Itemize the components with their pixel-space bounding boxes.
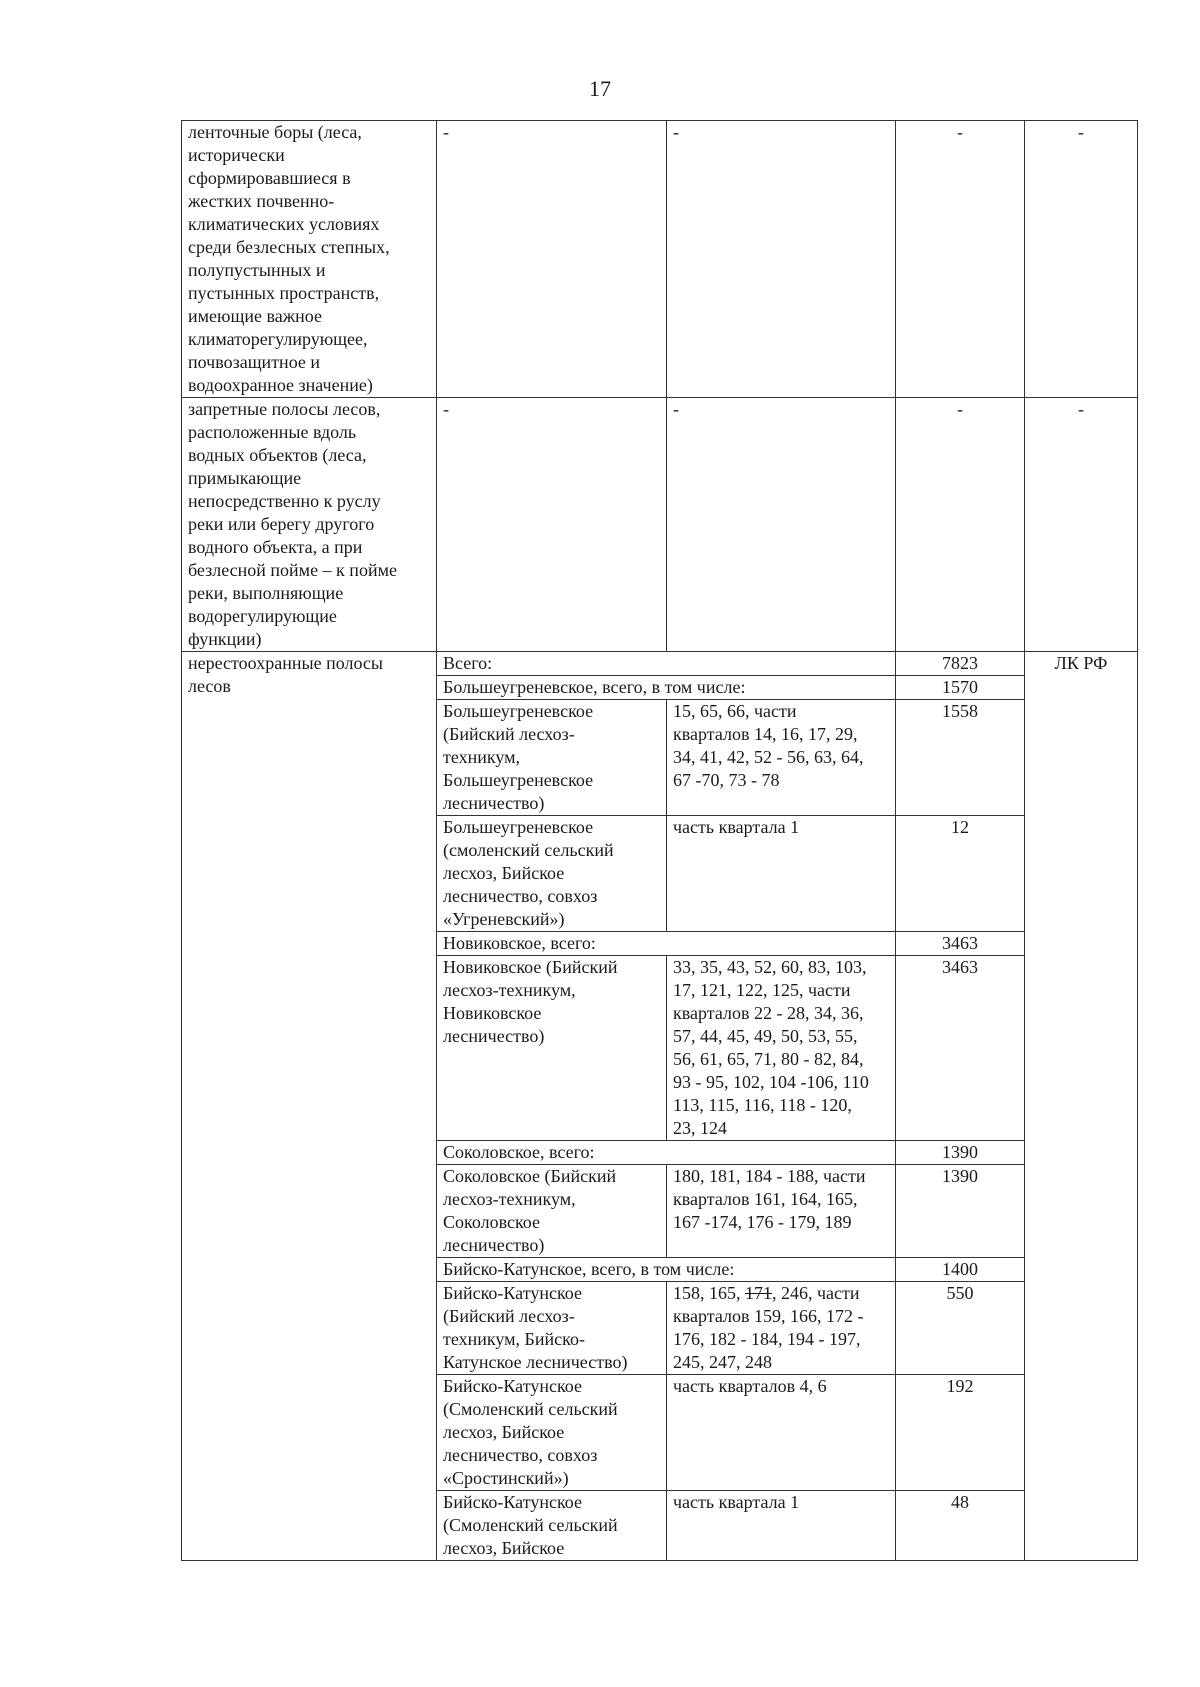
text-line: Новиковское <box>443 1003 542 1023</box>
forestry-name <box>437 1165 667 1258</box>
text-line: 33, 35, 43, 52, 60, 83, 103, <box>673 957 867 977</box>
text-line: Бийско-Катунское <box>443 1376 582 1396</box>
text-line: 15, 65, 66, части <box>673 701 797 721</box>
total-label: Всего: <box>437 652 896 676</box>
text-line: климаторегулирующее, <box>188 329 368 349</box>
text-line: лесхоз, Бийское <box>443 1422 565 1442</box>
cell-dash: - <box>437 398 667 652</box>
text-line: 93 - 95, 102, 104 -106, 110 <box>673 1072 869 1092</box>
cell-dash: - <box>437 121 667 398</box>
quarters-list <box>667 816 896 932</box>
text-line: исторически <box>188 145 285 165</box>
text-line: реки, выполняющие <box>188 583 344 603</box>
text-line: «Сростинский») <box>443 1468 569 1488</box>
text-line: (Бийский лесхоз- <box>443 1306 575 1326</box>
text-line: кварталов 14, 16, 17, 29, <box>673 724 858 744</box>
forestry-name <box>437 956 667 1141</box>
subtotal-area: 1570 <box>896 676 1025 700</box>
text-line: 23, 124 <box>673 1118 727 1138</box>
cell-dash: - <box>667 398 896 652</box>
area-value: 1558 <box>896 700 1025 816</box>
text-line: расположенные вдоль <box>188 422 357 442</box>
cell-dash: - <box>667 121 896 398</box>
text-line: 67 -70, 73 - 78 <box>673 770 780 790</box>
area-value: 48 <box>896 1491 1025 1561</box>
quarters-first-line: 158, 165, 171, 246, части <box>673 1283 860 1303</box>
text-line: (смоленский сельский <box>443 840 614 860</box>
cell-dash: - <box>896 121 1025 398</box>
quarters-list <box>667 956 896 1141</box>
forestry-name <box>437 816 667 932</box>
text-line: 245, 247, 248 <box>673 1352 772 1372</box>
text-line: Соколовское <box>443 1212 541 1232</box>
table-row <box>182 652 1138 676</box>
text-line: климатических условиях <box>188 214 380 234</box>
cell-dash: - <box>1025 398 1138 652</box>
category-label <box>182 652 437 1561</box>
category-label <box>182 121 437 398</box>
quarters-list <box>667 1282 896 1375</box>
text-line: почвозащитное и <box>188 352 321 372</box>
text-line: Большеугреневское <box>443 817 594 837</box>
category-label <box>182 398 437 652</box>
text-line: функции) <box>188 629 262 649</box>
quarters-list <box>667 700 896 816</box>
area-value: 3463 <box>896 956 1025 1141</box>
text-line: 113, 115, 116, 118 - 120, <box>673 1095 852 1115</box>
text-line: (Смоленский сельский <box>443 1399 618 1419</box>
text-line: техникум, <box>443 747 521 767</box>
subtotal-label: Новиковское, всего: <box>437 932 896 956</box>
quarters-list <box>667 1491 896 1561</box>
text-line: часть квартала 1 <box>673 817 800 837</box>
text-line: Катунское лесничество) <box>443 1352 628 1372</box>
cell-dash: - <box>896 398 1025 652</box>
subtotal-label: Бийско-Катунское, всего, в том числе: <box>437 1258 896 1282</box>
text-line: непосредственно к руслу <box>188 491 381 511</box>
subtotal-label: Соколовское, всего: <box>437 1141 896 1165</box>
text-line: жестких почвенно- <box>188 191 335 211</box>
text-line: часть кварталов 4, 6 <box>673 1376 827 1396</box>
text-line: среди безлесных степных, <box>188 237 390 257</box>
text-line: 176, 182 - 184, 194 - 197, <box>673 1329 861 1349</box>
text-line: безлесной пойме – к пойме <box>188 560 397 580</box>
text-line: лесничество) <box>443 793 545 813</box>
text-line: кварталов 161, 164, 165, <box>673 1189 858 1209</box>
text-line: часть квартала 1 <box>673 1492 800 1512</box>
text-line: имеющие важное <box>188 306 322 326</box>
text-line: 17, 121, 122, 125, части <box>673 980 851 1000</box>
text-line: Соколовское (Бийский <box>443 1166 617 1186</box>
text-line: кварталов 22 - 28, 34, 36, <box>673 1003 864 1023</box>
text-line: ленточные боры (леса, <box>188 122 362 142</box>
text-line: лесхоз-техникум, <box>443 980 576 1000</box>
text-line: лесничество, совхоз <box>443 886 598 906</box>
text-line: примыкающие <box>188 468 302 488</box>
text-line: запретные полосы лесов, <box>188 399 381 419</box>
text-line: сформировавшиеся в <box>188 168 351 188</box>
subtotal-area: 1400 <box>896 1258 1025 1282</box>
text-line: полупустынных и <box>188 260 326 280</box>
quarters-rest <box>673 1305 889 1374</box>
forestry-name <box>437 1282 667 1375</box>
text-line: Большеугреневское <box>443 770 594 790</box>
text-line: лесничество) <box>443 1235 545 1255</box>
text-line: лесхоз, Бийское <box>443 863 565 883</box>
text-line: лесов <box>188 676 231 696</box>
text-line: 180, 181, 184 - 188, части <box>673 1166 866 1186</box>
text-line: пустынных пространств, <box>188 283 380 303</box>
subtotal-area: 1390 <box>896 1141 1025 1165</box>
forestry-name <box>437 700 667 816</box>
text-line: 57, 44, 45, 49, 50, 53, 55, <box>673 1026 858 1046</box>
total-area: 7823 <box>896 652 1025 676</box>
text-line: лесхоз-техникум, <box>443 1189 576 1209</box>
text-line: лесничество, совхоз <box>443 1445 598 1465</box>
text-line: нерестоохранные полосы <box>188 653 383 673</box>
area-value: 1390 <box>896 1165 1025 1258</box>
legal-basis: ЛК РФ <box>1025 652 1138 1561</box>
text-line: (Бийский лесхоз- <box>443 724 575 744</box>
cell-dash: - <box>1025 121 1138 398</box>
text-line: 56, 61, 65, 71, 80 - 82, 84, <box>673 1049 864 1069</box>
forest-category-table <box>181 120 1138 1561</box>
text-line: водоохранное значение) <box>188 375 373 395</box>
subtotal-area: 3463 <box>896 932 1025 956</box>
text-line: Бийско-Катунское <box>443 1283 582 1303</box>
text-line: Большеугреневское <box>443 701 594 721</box>
struck-quarter: 171 <box>745 1283 772 1303</box>
text-line: водорегулирующие <box>188 606 337 626</box>
quarters-list <box>667 1165 896 1258</box>
text-line: кварталов 159, 166, 172 - <box>673 1306 864 1326</box>
text-line: 34, 41, 42, 52 - 56, 63, 64, <box>673 747 864 767</box>
text-line: лесхоз, Бийское <box>443 1538 565 1558</box>
page-number: 17 <box>589 76 611 101</box>
text-line: Новиковское (Бийский <box>443 957 618 977</box>
area-value: 550 <box>896 1282 1025 1375</box>
text-line: Бийско-Катунское <box>443 1492 582 1512</box>
text-line: реки или берегу другого <box>188 514 375 534</box>
text-line: 167 -174, 176 - 179, 189 <box>673 1212 852 1232</box>
table-row <box>182 121 1138 398</box>
text-line: лесничество) <box>443 1026 545 1046</box>
text-line: водных объектов (леса, <box>188 445 367 465</box>
text-line: техникум, Бийско- <box>443 1329 585 1349</box>
area-value: 192 <box>896 1375 1025 1491</box>
text-line: «Угреневский») <box>443 909 565 929</box>
text-line: (Смоленский сельский <box>443 1515 618 1535</box>
forestry-name <box>437 1375 667 1491</box>
subtotal-label: Большеугреневское, всего, в том числе: <box>437 676 896 700</box>
forestry-name <box>437 1491 667 1561</box>
quarters-list <box>667 1375 896 1491</box>
table-row <box>182 398 1138 652</box>
text-line: водного объекта, а при <box>188 537 363 557</box>
area-value: 12 <box>896 816 1025 932</box>
